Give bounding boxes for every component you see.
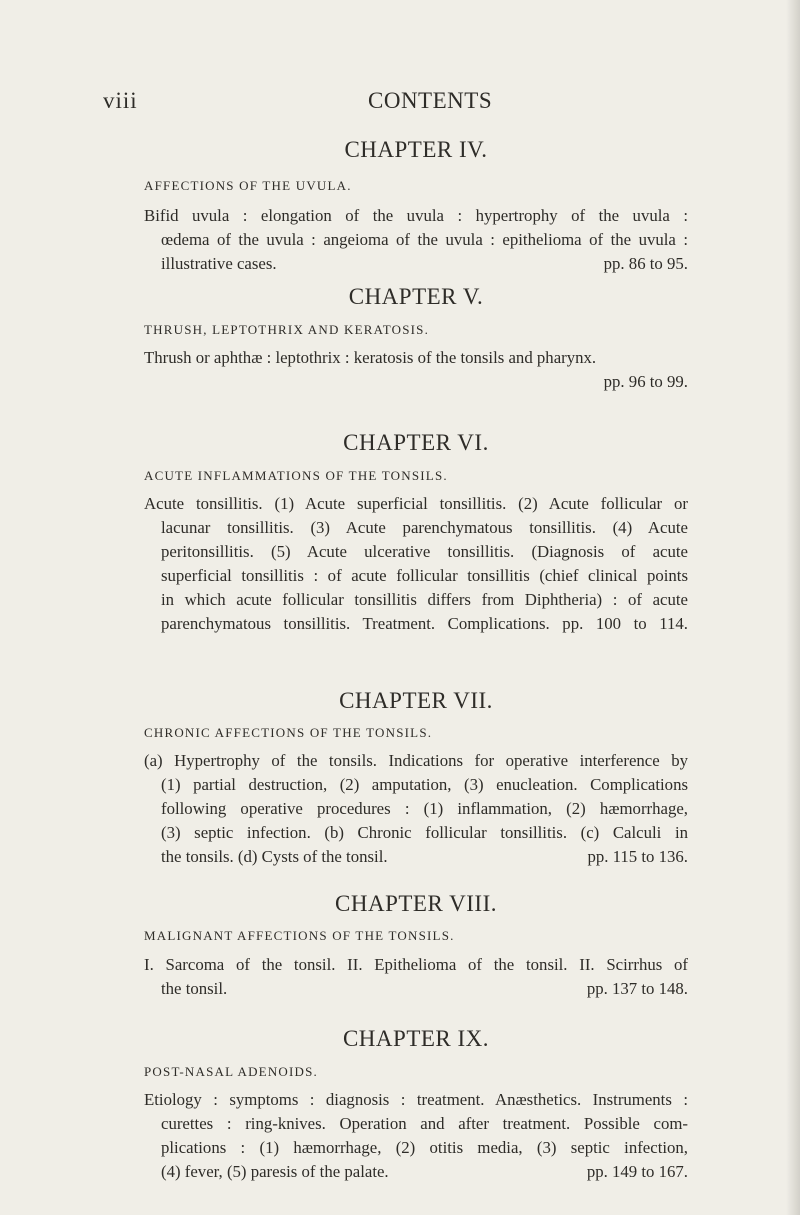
summary-line	[144, 1160, 688, 1184]
summary-line: parenchymatous tonsillitis. Treatment. Complications. pp. 100 to 114.	[161, 614, 688, 633]
summary-line: superficial tonsillitis : of acute follicular tonsillitis (chief clinical points	[161, 566, 688, 585]
summary-text: illustrative cases.	[161, 254, 277, 273]
chapter-heading: CHAPTER V.	[348, 284, 484, 309]
page-number: viii	[103, 88, 138, 113]
chapter-subject: ACUTE INFLAMMATIONS OF THE TONSILS.	[144, 468, 448, 483]
chapter-heading: CHAPTER IV.	[344, 137, 488, 162]
chapter-summary	[144, 492, 688, 636]
chapter-subject: AFFECTIONS OF THE UVULA.	[144, 178, 352, 193]
summary-text: (4) fever, (5) paresis of the palate.	[161, 1162, 389, 1181]
chapter-summary	[144, 346, 688, 394]
chapter-heading: CHAPTER VIII.	[335, 891, 497, 916]
chapter-subject: POST-NASAL ADENOIDS.	[144, 1064, 319, 1079]
summary-line: following operative procedures : (1) inflammation, (2) hæmorrhage,	[161, 799, 688, 818]
running-head	[103, 88, 663, 120]
summary-line: Thrush or aphthæ : leptothrix : keratosis of the tonsils and pharynx.	[144, 348, 597, 367]
page-range: pp. 86 to 95.	[603, 254, 688, 273]
chapter-heading: CHAPTER IX.	[342, 1026, 490, 1051]
summary-line: (1) partial destruction, (2) amputation, (3) enucleation. Complications	[161, 775, 688, 794]
chapter-subject: CHRONIC AFFECTIONS OF THE TONSILS.	[144, 725, 433, 740]
chapter-heading: CHAPTER VI.	[343, 430, 489, 455]
page-range: pp. 115 to 136.	[587, 847, 688, 866]
summary-line	[144, 977, 688, 1001]
summary-line: Etiology : symptoms : diagnosis : treatment. Anæsthetics. Instruments :	[144, 1090, 688, 1109]
chapter-subject: MALIGNANT AFFECTIONS OF THE TONSILS.	[144, 928, 455, 943]
page-range: pp. 96 to 99.	[603, 372, 688, 391]
summary-text: the tonsil.	[161, 979, 228, 998]
page-range: pp. 137 to 148.	[586, 979, 688, 998]
chapter-summary	[144, 204, 688, 276]
summary-text: the tonsils. (d) Cysts of the tonsil.	[161, 847, 388, 866]
chapter-summary	[144, 1088, 688, 1184]
chapter-subject: THRUSH, LEPTOTHRIX AND KERATOSIS.	[144, 322, 430, 337]
chapter-heading: CHAPTER VII.	[339, 688, 493, 713]
summary-line: œdema of the uvula : angeioma of the uvula : epithelioma of the uvula :	[161, 230, 688, 249]
summary-line: lacunar tonsillitis. (3) Acute parenchymatous tonsillitis. (4) Acute	[161, 518, 688, 537]
summary-line: plications : (1) hæmorrhage, (2) otitis media, (3) septic infection,	[161, 1138, 688, 1157]
summary-line: curettes : ring-knives. Operation and after treatment. Possible com-	[161, 1114, 688, 1133]
summary-line: peritonsillitis. (5) Acute ulcerative tonsillitis. (Diagnosis of acute	[161, 542, 688, 561]
summary-line: I. Sarcoma of the tonsil. II. Epithelioma of the tonsil. II. Scirrhus of	[144, 955, 688, 974]
summary-line	[144, 252, 688, 276]
summary-line: in which acute follicular tonsillitis differs from Diphtheria) : of acute	[161, 590, 688, 609]
summary-line: Bifid uvula : elongation of the uvula : hypertrophy of the uvula :	[144, 206, 688, 225]
summary-line: Acute tonsillitis. (1) Acute superficial tonsillitis. (2) Acute follicular or	[144, 494, 688, 513]
page-range: pp. 149 to 167.	[586, 1162, 688, 1181]
summary-line	[144, 845, 688, 869]
chapter-summary	[144, 749, 688, 869]
summary-line: (a) Hypertrophy of the tonsils. Indications for operative interference by	[144, 751, 688, 770]
running-title: CONTENTS	[368, 88, 493, 113]
chapter-summary	[144, 953, 688, 1001]
summary-line: (3) septic infection. (b) Chronic follicular tonsillitis. (c) Calculi in	[161, 823, 688, 842]
